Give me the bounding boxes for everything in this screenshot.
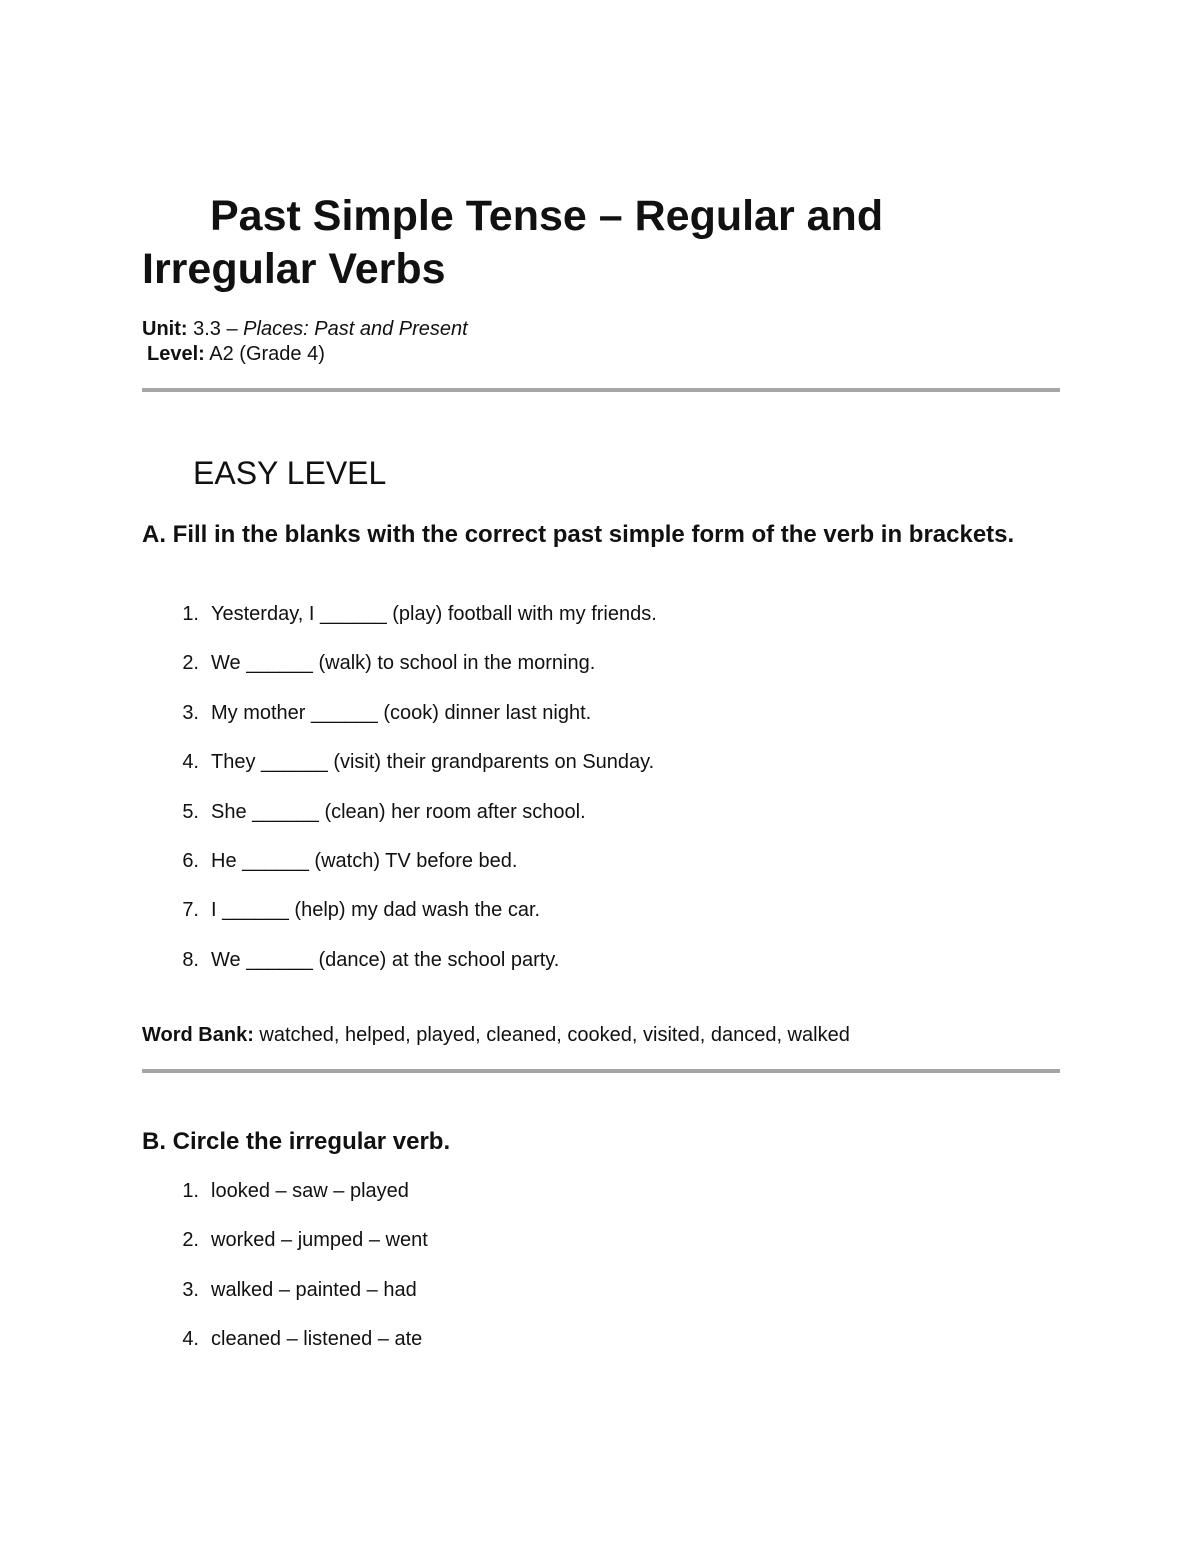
list-item [142,601,1060,650]
item-number: 3. [182,701,199,724]
item-text: He ______ (watch) TV before bed. [211,849,518,872]
item-number: 1. [182,603,199,625]
list-item [142,947,1060,996]
unit-label: Unit: [142,318,188,340]
list-item [142,1326,1060,1375]
section-b-list [142,1178,1060,1375]
word-bank [142,1022,850,1048]
unit-number: 3.3 – [193,318,238,340]
item-text: walked – painted – had [211,1278,417,1301]
list-item [142,799,1060,848]
list-item [142,749,1060,798]
item-number: 2. [182,1229,199,1252]
item-number: 5. [182,800,199,823]
worksheet-page [142,0,1060,1553]
item-text: We ______ (dance) at the school party. [211,948,560,971]
item-number: 3. [182,1278,199,1301]
item-number: 4. [182,1327,199,1350]
list-item [142,897,1060,946]
list-item [142,1227,1060,1276]
item-text: We ______ (walk) to school in the morning. [211,652,596,675]
level-value: A2 (Grade 4) [209,343,325,365]
item-number: 1. [182,1180,199,1202]
horizontal-divider [142,1069,1060,1073]
section-a-heading: A. Fill in the blanks with the correct past simple form of the verb in brackets. [142,521,1015,548]
item-number: 8. [182,948,199,971]
word-bank-words: watched, helped, played, cleaned, cooked, visited, danced, walked [259,1024,850,1046]
item-number: 4. [182,751,199,774]
item-text: I ______ (help) my dad wash the car. [211,899,541,922]
list-item [142,848,1060,897]
item-text: cleaned – listened – ate [211,1327,423,1350]
horizontal-divider [142,388,1060,392]
list-item [142,650,1060,699]
level-line [147,342,325,366]
list-item [142,1178,1060,1227]
item-text: They ______ (visit) their grandparents on Sunday. [211,751,655,774]
unit-name: Places: Past and Present [243,318,468,340]
unit-line [142,317,468,341]
item-text: My mother ______ (cook) dinner last night. [211,701,592,724]
item-text: She ______ (clean) her room after school. [211,800,586,823]
item-number: 6. [182,849,199,872]
level-heading: EASY LEVEL [193,455,387,491]
list-item [142,1277,1060,1326]
item-text: looked – saw – played [211,1180,409,1202]
section-a-list [142,601,1060,996]
item-text: worked – jumped – went [211,1229,428,1252]
item-text: Yesterday, I ______ (play) football with my friends. [211,603,657,625]
item-number: 7. [182,899,199,922]
item-number: 2. [182,652,199,675]
section-b-heading: B. Circle the irregular verb. [142,1128,451,1155]
level-label: Level: [147,343,205,365]
word-bank-label: Word Bank: [142,1024,254,1046]
worksheet-title: Past Simple Tense – Regular and Irregular Verbs [142,192,884,293]
list-item [142,700,1060,749]
